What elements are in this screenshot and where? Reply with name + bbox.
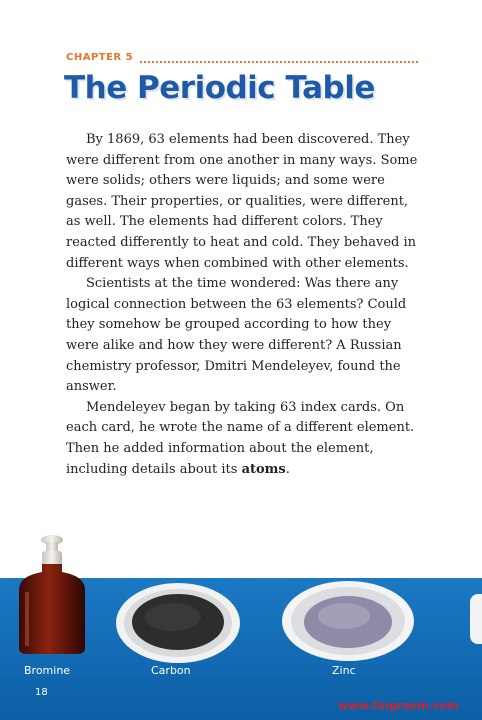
caption-bromine: Bromine bbox=[24, 664, 71, 677]
caption-zinc: Zinc bbox=[332, 664, 356, 677]
partial-image-edge bbox=[470, 594, 482, 644]
carbon-dish-image bbox=[115, 580, 241, 664]
page-title: The Periodic Table bbox=[64, 70, 375, 106]
bromine-bottle-image bbox=[15, 534, 89, 656]
chapter-header bbox=[66, 52, 418, 66]
paragraph-text: Mendeleyev began by taking 63 index cards. On each card, he wrote the name of a different element. Then he added information about the element, including details about its bbox=[66, 399, 415, 477]
caption-carbon: Carbon bbox=[151, 664, 191, 677]
glossary-term-atoms: atoms bbox=[241, 461, 286, 477]
paragraph: By 1869, 63 elements had been discovered. They were different from one another in many ways. Some were solids; others were liquids; and some were gases. Their properties, or qualities, were different, as well. The elements had different colors. They reacted differently to heat and cold. They behaved in different ways when combined with other elements. bbox=[66, 132, 418, 271]
page-number: 18 bbox=[35, 687, 48, 698]
paragraph: Scientists at the time wondered: Was there any logical connection between the 63 elements? Could they somehow be grouped according to how they were alike and how they were different? A Russian chemistry professor, Dmitri Mendeleyev, found the answer. bbox=[66, 276, 407, 395]
zinc-dish-image bbox=[280, 578, 416, 662]
watermark: www.tingroom.com bbox=[338, 699, 459, 712]
paragraph bbox=[66, 398, 418, 480]
chapter-label: CHAPTER 5 bbox=[66, 52, 134, 63]
chapter-dotted-rule bbox=[140, 61, 418, 63]
body-text bbox=[66, 130, 418, 480]
paragraph-text: . bbox=[285, 461, 290, 477]
